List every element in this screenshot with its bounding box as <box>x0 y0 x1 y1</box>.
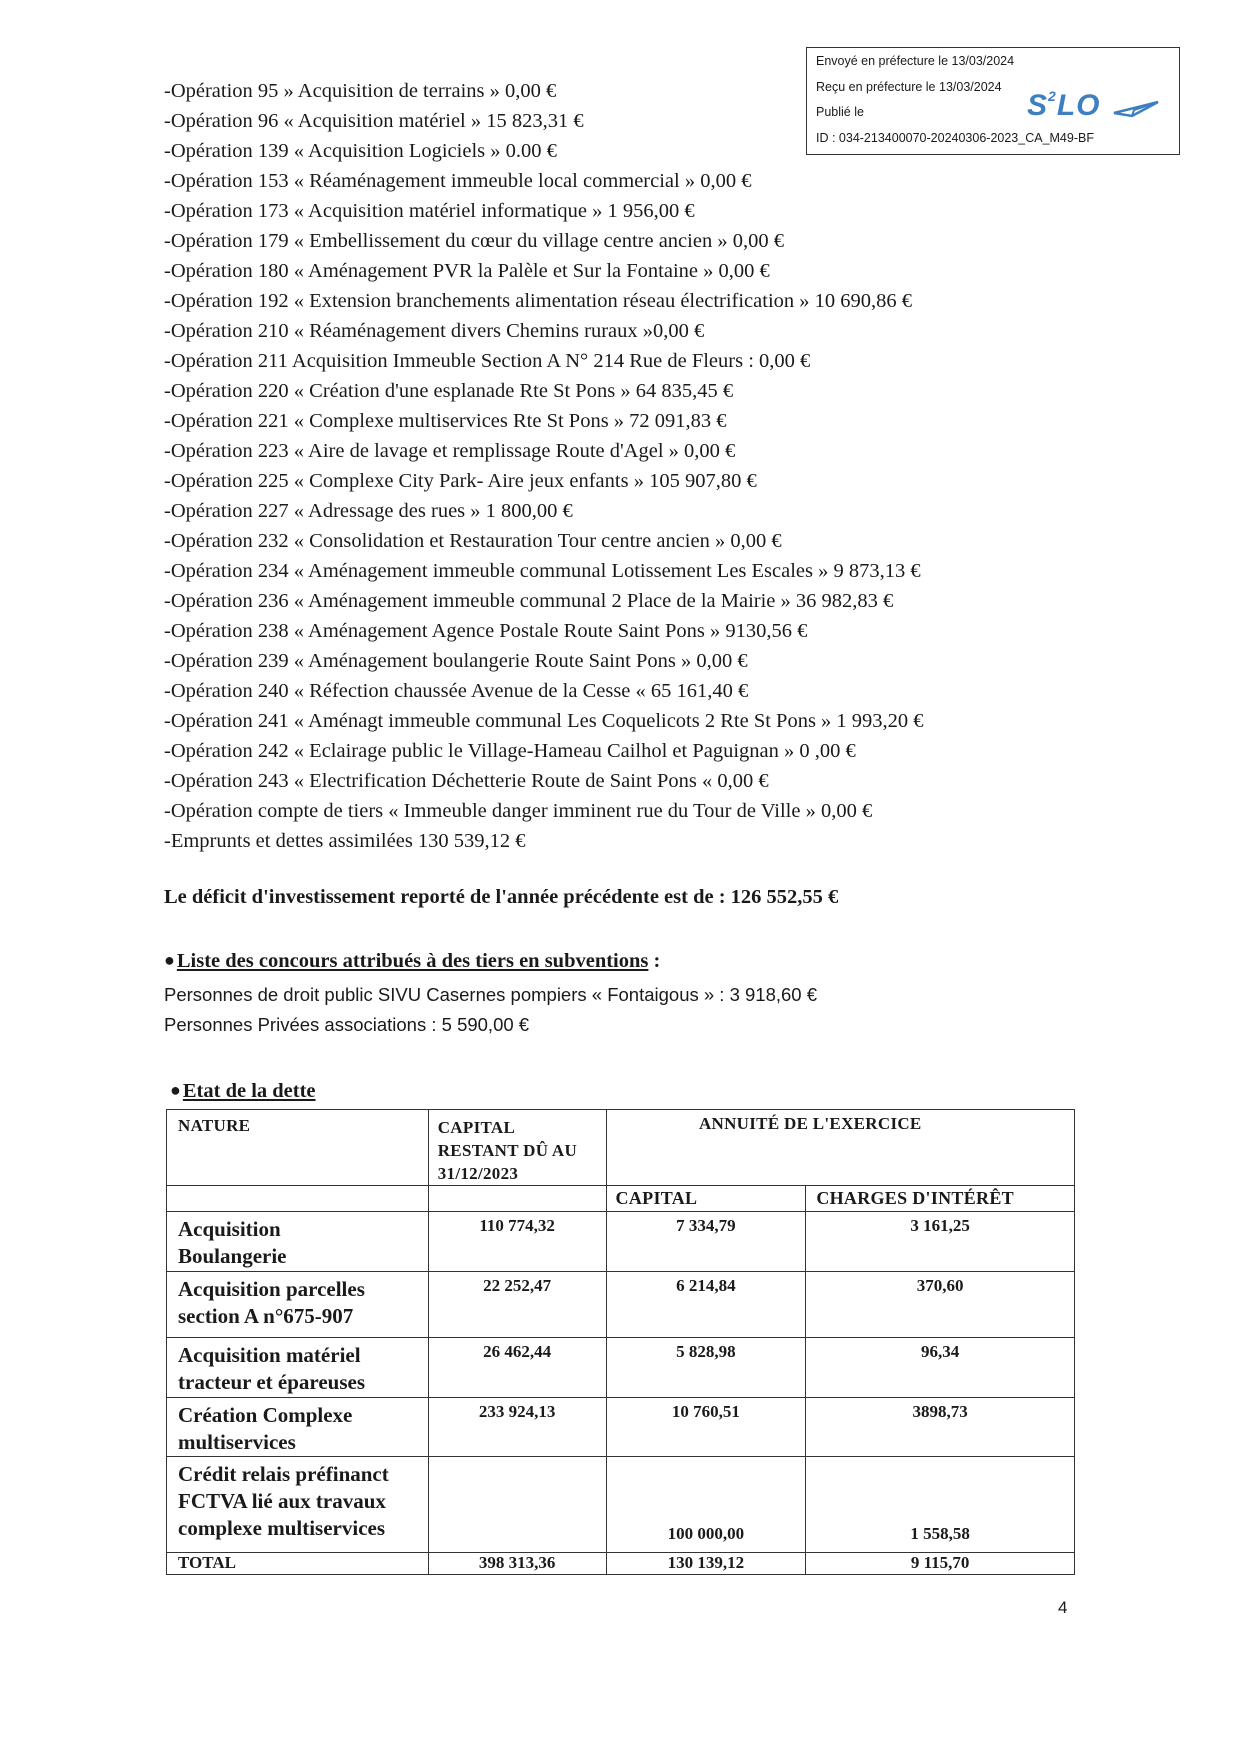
row-nature: Acquisition Boulangerie <box>167 1212 429 1272</box>
subventions-list <box>164 980 817 1040</box>
deficit-label: Le déficit d'investissement reporté de l'année précédente est de : <box>164 886 731 908</box>
debt-table <box>166 1109 1075 1575</box>
list-item: -Opération 232 « Consolidation et Restauration Tour centre ancien » 0,00 € <box>164 530 782 552</box>
list-item: -Opération 240 « Réfection chaussée Avenue de la Cesse « 65 161,40 € <box>164 680 749 702</box>
row-restant <box>428 1457 606 1553</box>
list-item: -Opération 241 « Aménagt immeuble communal Les Coquelicots 2 Rte St Pons » 1 993,20 € <box>164 710 924 732</box>
subventions-heading: ●Liste des concours attribués à des tiers en subventions : <box>164 950 661 972</box>
total-restant: 398 313,36 <box>428 1553 606 1575</box>
row-charges: 370,60 <box>806 1272 1075 1338</box>
table-row <box>167 1457 1075 1553</box>
row-capital: 7 334,79 <box>606 1212 806 1272</box>
table-row <box>167 1212 1075 1272</box>
list-item: -Opération 211 Acquisition Immeuble Section A N° 214 Rue de Fleurs : 0,00 € <box>164 350 811 372</box>
row-restant: 110 774,32 <box>428 1212 606 1272</box>
list-item: -Opération 225 « Complexe City Park- Aire jeux enfants » 105 907,80 € <box>164 470 757 492</box>
list-item: -Opération 180 « Aménagement PVR la Palèle et Sur la Fontaine » 0,00 € <box>164 260 770 282</box>
bullet-icon: ● <box>170 1080 181 1100</box>
row-charges: 3 161,25 <box>806 1212 1075 1272</box>
table-row <box>167 1272 1075 1338</box>
stamp-id-line: ID : 034-213400070-20240306-2023_CA_M49-BF <box>816 131 1094 145</box>
header-capital: CAPITAL <box>606 1186 806 1212</box>
table-row <box>167 1338 1075 1398</box>
list-item: -Opération 220 « Création d'une esplanade Rte St Pons » 64 835,45 € <box>164 380 734 402</box>
stamp-received-line: Reçu en préfecture le 13/03/2024 <box>816 80 1002 94</box>
row-restant: 26 462,44 <box>428 1338 606 1398</box>
row-restant: 233 924,13 <box>428 1398 606 1457</box>
row-nature: Acquisition matériel tracteur et épareuses <box>167 1338 429 1398</box>
list-item: -Opération 238 « Aménagement Agence Postale Route Saint Pons » 9130,56 € <box>164 620 808 642</box>
debt-heading: ●Etat de la dette <box>170 1080 316 1102</box>
list-item: -Emprunts et dettes assimilées 130 539,12 € <box>164 830 526 852</box>
row-nature: Création Complexe multiservices <box>167 1398 429 1457</box>
list-item: -Opération 242 « Eclairage public le Village-Hameau Cailhol et Paguignan » 0 ,00 € <box>164 740 856 762</box>
list-item: -Opération 239 « Aménagement boulangerie Route Saint Pons » 0,00 € <box>164 650 748 672</box>
row-charges: 96,34 <box>806 1338 1075 1398</box>
page-number: 4 <box>1058 1598 1068 1617</box>
list-item: -Opération compte de tiers « Immeuble danger imminent rue du Tour de Ville » 0,00 € <box>164 800 873 822</box>
deficit-value: 126 552,55 € <box>730 886 839 908</box>
deficit-statement <box>164 886 838 909</box>
header-nature: NATURE <box>167 1110 429 1186</box>
paper-plane-icon <box>1112 98 1162 120</box>
row-nature: Acquisition parcelles section A n°675-907 <box>167 1272 429 1338</box>
list-item: -Opération 210 « Réaménagement divers Chemins ruraux »0,00 € <box>164 320 705 342</box>
stamp-sent-line: Envoyé en préfecture le 13/03/2024 <box>816 54 1015 68</box>
empty-cell <box>167 1186 429 1212</box>
list-item: -Opération 95 » Acquisition de terrains » 0,00 € <box>164 80 557 102</box>
total-label: TOTAL <box>167 1553 429 1575</box>
total-charges: 9 115,70 <box>806 1553 1075 1575</box>
total-capital: 130 139,12 <box>606 1553 806 1575</box>
row-capital: 10 760,51 <box>606 1398 806 1457</box>
debt-header-row <box>167 1110 1075 1186</box>
list-item: -Opération 223 « Aire de lavage et remplissage Route d'Agel » 0,00 € <box>164 440 736 462</box>
total-row <box>167 1553 1075 1575</box>
header-capital-restant: CAPITAL RESTANT DÛ AU 31/12/2023 <box>428 1110 606 1186</box>
row-capital: 6 214,84 <box>606 1272 806 1338</box>
empty-cell <box>428 1186 606 1212</box>
row-charges: 3898,73 <box>806 1398 1075 1457</box>
row-nature: Crédit relais préfinanct FCTVA lié aux travaux complexe multiservices <box>167 1457 429 1553</box>
list-item: -Opération 96 « Acquisition matériel » 15 823,31 € <box>164 110 584 132</box>
list-item: -Opération 179 « Embellissement du cœur du village centre ancien » 0,00 € <box>164 230 784 252</box>
list-item: -Opération 173 « Acquisition matériel informatique » 1 956,00 € <box>164 200 695 222</box>
row-restant: 22 252,47 <box>428 1272 606 1338</box>
row-charges: 1 558,58 <box>806 1457 1075 1553</box>
subvention-private: Personnes Privées associations : 5 590,00 € <box>164 1014 530 1035</box>
list-item: -Opération 234 « Aménagement immeuble communal Lotissement Les Escales » 9 873,13 € <box>164 560 921 582</box>
list-item: -Opération 236 « Aménagement immeuble communal 2 Place de la Mairie » 36 982,83 € <box>164 590 894 612</box>
stamp-published-line: Publié le <box>816 105 864 119</box>
row-capital: 5 828,98 <box>606 1338 806 1398</box>
table-row <box>167 1398 1075 1457</box>
s2low-logo: $S^2LO$ <box>1027 88 1101 122</box>
list-item: -Opération 153 « Réaménagement immeuble local commercial » 0,00 € <box>164 170 752 192</box>
debt-subheader-row <box>167 1186 1075 1212</box>
list-item: -Opération 139 « Acquisition Logiciels » 0.00 € <box>164 140 557 162</box>
list-item: -Opération 221 « Complexe multiservices Rte St Pons » 72 091,83 € <box>164 410 727 432</box>
bullet-icon: ● <box>164 950 175 970</box>
row-capital: 100 000,00 <box>606 1457 806 1553</box>
list-item: -Opération 192 « Extension branchements alimentation réseau électrification » 10 690,86 € <box>164 290 913 312</box>
list-item: -Opération 243 « Electrification Déchetterie Route de Saint Pons « 0,00 € <box>164 770 769 792</box>
list-item: -Opération 227 « Adressage des rues » 1 800,00 € <box>164 500 573 522</box>
operations-list <box>164 76 924 856</box>
subvention-public: Personnes de droit public SIVU Casernes pompiers « Fontaigous » : 3 918,60 € <box>164 984 818 1005</box>
header-annuite: ANNUITÉ DE L'EXERCICE <box>606 1110 1074 1186</box>
header-charges: CHARGES D'INTÉRÊT <box>806 1186 1075 1212</box>
